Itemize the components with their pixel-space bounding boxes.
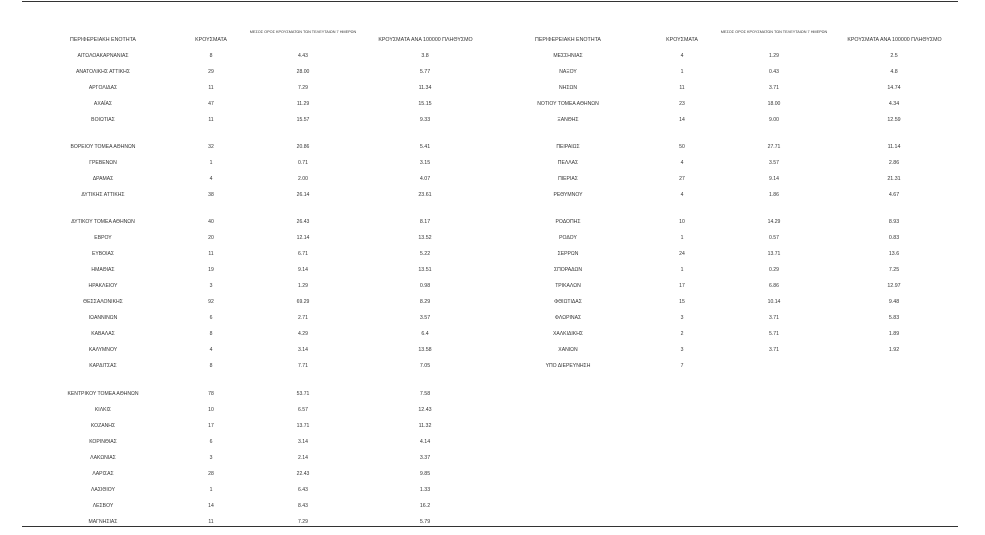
right-region-cell: ΤΡΙΚΑΛΩΝ bbox=[555, 283, 581, 289]
right-region-cell: ΦΛΩΡΙΝΑΣ bbox=[554, 315, 582, 321]
left-region-cell: ΔΥΤΙΚΗΣ ΑΤΤΙΚΗΣ bbox=[81, 192, 125, 198]
left-cases-cell: 6 bbox=[209, 315, 213, 321]
right-region-cell: ΥΠΟ ΔΙΕΡΕΥΝΗΣΗ bbox=[545, 363, 591, 369]
left-avg7-cell: 6.71 bbox=[298, 251, 308, 257]
left-per100k-cell: 23.61 bbox=[418, 192, 432, 198]
left-cases-cell: 8 bbox=[209, 53, 213, 59]
right-avg7-cell: 1.29 bbox=[769, 53, 779, 59]
left-region-cell: ΓΡΕΒΕΝΩΝ bbox=[89, 160, 117, 166]
left-avg7-cell: 1.29 bbox=[298, 283, 308, 289]
left-cases-cell: 14 bbox=[208, 503, 214, 509]
right-avg7-cell: 9.00 bbox=[769, 117, 779, 123]
right-per100k-cell: 11.14 bbox=[887, 144, 901, 150]
left-avg7-cell: 2.71 bbox=[298, 315, 308, 321]
left-avg7-cell: 26.14 bbox=[296, 192, 310, 198]
left-region-cell: ΜΑΓΝΗΣΙΑΣ bbox=[88, 519, 118, 525]
left-cases-cell: 29 bbox=[208, 69, 214, 75]
left-per100k-cell: 9.85 bbox=[419, 471, 431, 477]
left-avg7-cell: 7.29 bbox=[298, 519, 308, 525]
left-per100k-cell: 8.17 bbox=[419, 219, 431, 225]
left-per100k-cell: 16.2 bbox=[419, 503, 431, 509]
left-avg7-cell: 7.29 bbox=[298, 85, 308, 91]
right-cases-cell: 50 bbox=[679, 144, 685, 150]
left-region-cell: ΕΒΡΟΥ bbox=[94, 235, 112, 241]
right-header-cases: ΚΡΟΥΣΜΑΤΑ bbox=[666, 37, 698, 43]
right-per100k-cell: 4.8 bbox=[890, 69, 898, 75]
left-region-cell: ΗΡΑΚΛΕΙΟΥ bbox=[88, 283, 118, 289]
right-cases-cell: 1 bbox=[680, 267, 684, 273]
left-avg7-cell: 8.43 bbox=[298, 503, 308, 509]
left-cases-cell: 6 bbox=[209, 439, 213, 445]
left-cases-cell: 11 bbox=[208, 519, 214, 525]
right-cases-cell: 2 bbox=[680, 331, 684, 337]
left-cases-cell: 4 bbox=[209, 176, 213, 182]
right-region-cell: ΡΕΘΥΜΝΟΥ bbox=[553, 192, 583, 198]
left-cases-cell: 3 bbox=[209, 283, 213, 289]
right-avg7-cell: 27.71 bbox=[767, 144, 781, 150]
left-per100k-cell: 13.58 bbox=[418, 347, 432, 353]
left-cases-cell: 4 bbox=[209, 347, 213, 353]
left-per100k-cell: 7.05 bbox=[419, 363, 431, 369]
left-per100k-cell: 0.98 bbox=[419, 283, 431, 289]
left-avg7-cell: 4.29 bbox=[298, 331, 308, 337]
left-cases-cell: 3 bbox=[209, 455, 213, 461]
right-cases-cell: 1 bbox=[680, 69, 684, 75]
left-avg7-cell: 6.43 bbox=[298, 487, 308, 493]
right-per100k-cell: 1.92 bbox=[888, 347, 900, 353]
left-region-cell: ΗΜΑΘΙΑΣ bbox=[91, 267, 115, 273]
right-cases-cell: 15 bbox=[679, 299, 685, 305]
right-header-avg7: ΜΕΣΟΣ ΟΡΟΣ ΚΡΟΥΣΜΑΤΩΝ ΤΩΝ ΤΕΛΕΥΤΑΙΩΝ 7 ΗΜΕΡΩΝ bbox=[720, 30, 828, 34]
right-region-cell: ΡΟΔΟΥ bbox=[559, 235, 577, 241]
left-cases-cell: 10 bbox=[208, 407, 214, 413]
right-cases-cell: 24 bbox=[679, 251, 685, 257]
right-cases-cell: 4 bbox=[680, 192, 684, 198]
left-region-cell: ΙΩΑΝΝΙΝΩΝ bbox=[88, 315, 118, 321]
right-per100k-cell: 14.74 bbox=[887, 85, 901, 91]
left-per100k-cell: 15.15 bbox=[418, 101, 432, 107]
right-per100k-cell: 9.48 bbox=[888, 299, 900, 305]
right-cases-cell: 7 bbox=[680, 363, 684, 369]
right-per100k-cell: 21.31 bbox=[887, 176, 901, 182]
right-cases-cell: 3 bbox=[680, 315, 684, 321]
left-per100k-cell: 9.33 bbox=[419, 117, 431, 123]
left-per100k-cell: 11.34 bbox=[418, 85, 432, 91]
right-avg7-cell: 5.71 bbox=[769, 331, 779, 337]
right-region-cell: ΝΗΣΩΝ bbox=[559, 85, 577, 91]
left-per100k-cell: 4.14 bbox=[419, 439, 431, 445]
right-avg7-cell: 0.29 bbox=[769, 267, 779, 273]
left-per100k-cell: 5.41 bbox=[419, 144, 431, 150]
left-per100k-cell: 6.4 bbox=[421, 331, 429, 337]
right-per100k-cell: 4.67 bbox=[888, 192, 900, 198]
left-per100k-cell: 5.77 bbox=[419, 69, 431, 75]
right-avg7-cell: 14.29 bbox=[767, 219, 781, 225]
left-header-per100k: ΚΡΟΥΣΜΑΤΑ ΑΝΑ 100000 ΠΛΗΘΥΣΜΟ bbox=[378, 37, 473, 43]
left-avg7-cell: 13.71 bbox=[296, 423, 310, 429]
left-cases-cell: 11 bbox=[208, 117, 214, 123]
right-region-cell: ΞΑΝΘΗΣ bbox=[557, 117, 579, 123]
left-per100k-cell: 3.8 bbox=[421, 53, 429, 59]
left-avg7-cell: 69.29 bbox=[296, 299, 310, 305]
left-per100k-cell: 5.22 bbox=[419, 251, 431, 257]
left-cases-cell: 17 bbox=[208, 423, 214, 429]
left-avg7-cell: 12.14 bbox=[296, 235, 310, 241]
right-avg7-cell: 3.71 bbox=[769, 347, 779, 353]
left-header-cases: ΚΡΟΥΣΜΑΤΑ bbox=[195, 37, 227, 43]
left-cases-cell: 11 bbox=[208, 251, 214, 257]
left-cases-cell: 1 bbox=[209, 160, 213, 166]
right-avg7-cell: 10.14 bbox=[767, 299, 781, 305]
left-avg7-cell: 7.71 bbox=[298, 363, 308, 369]
left-region-cell: ΚΙΛΚΙΣ bbox=[94, 407, 112, 413]
right-per100k-cell: 1.89 bbox=[888, 331, 900, 337]
right-region-cell: ΜΕΣΣΗΝΙΑΣ bbox=[553, 53, 583, 59]
left-region-cell: ΚΟΖΑΝΗΣ bbox=[90, 423, 116, 429]
left-cases-cell: 47 bbox=[208, 101, 214, 107]
left-region-cell: ΔΡΑΜΑΣ bbox=[92, 176, 114, 182]
right-region-cell: ΠΕΙΡΑΙΩΣ bbox=[556, 144, 580, 150]
left-region-cell: ΚΕΝΤΡΙΚΟΥ ΤΟΜΕΑ ΑΘΗΝΩΝ bbox=[67, 391, 139, 397]
right-avg7-cell: 6.86 bbox=[769, 283, 779, 289]
left-per100k-cell: 3.15 bbox=[419, 160, 431, 166]
right-region-cell: ΣΕΡΡΩΝ bbox=[557, 251, 579, 257]
left-avg7-cell: 3.14 bbox=[298, 439, 308, 445]
left-region-cell: ΚΑΛΥΜΝΟΥ bbox=[88, 347, 118, 353]
left-region-cell: ΕΥΒΟΙΑΣ bbox=[91, 251, 115, 257]
right-region-cell: ΠΕΛΛΑΣ bbox=[557, 160, 579, 166]
left-avg7-cell: 26.43 bbox=[296, 219, 310, 225]
left-per100k-cell: 4.07 bbox=[419, 176, 431, 182]
right-header-region: ΠΕΡΙΦΕΡΕΙΑΚΗ ΕΝΟΤΗΤΑ bbox=[535, 37, 601, 43]
left-per100k-cell: 11.32 bbox=[418, 423, 432, 429]
left-cases-cell: 20 bbox=[208, 235, 214, 241]
right-per100k-cell: 2.5 bbox=[890, 53, 898, 59]
left-region-cell: ΒΟΡΕΙΟΥ ΤΟΜΕΑ ΑΘΗΝΩΝ bbox=[70, 144, 136, 150]
right-header-per100k: ΚΡΟΥΣΜΑΤΑ ΑΝΑ 100000 ΠΛΗΘΥΣΜΟ bbox=[847, 37, 942, 43]
left-region-cell: ΚΑΡΔΙΤΣΑΣ bbox=[89, 363, 117, 369]
right-region-cell: ΦΘΙΩΤΙΔΑΣ bbox=[554, 299, 582, 305]
right-region-cell: ΧΑΝΙΩΝ bbox=[558, 347, 578, 353]
left-cases-cell: 78 bbox=[208, 391, 214, 397]
left-cases-cell: 19 bbox=[208, 267, 214, 273]
left-per100k-cell: 7.58 bbox=[419, 391, 431, 397]
left-region-cell: ΑΧΑΪΑΣ bbox=[93, 101, 113, 107]
right-per100k-cell: 2.86 bbox=[888, 160, 900, 166]
right-cases-cell: 14 bbox=[679, 117, 685, 123]
left-cases-cell: 92 bbox=[208, 299, 214, 305]
left-header-avg7: ΜΕΣΟΣ ΟΡΟΣ ΚΡΟΥΣΜΑΤΩΝ ΤΩΝ ΤΕΛΕΥΤΑΙΩΝ 7 ΗΜΕΡΩΝ bbox=[249, 30, 357, 34]
right-avg7-cell: 9.14 bbox=[769, 176, 779, 182]
left-cases-cell: 28 bbox=[208, 471, 214, 477]
left-cases-cell: 8 bbox=[209, 331, 213, 337]
left-avg7-cell: 53.71 bbox=[296, 391, 310, 397]
left-avg7-cell: 4.43 bbox=[298, 53, 308, 59]
left-avg7-cell: 2.14 bbox=[298, 455, 308, 461]
right-region-cell: ΠΙΕΡΙΑΣ bbox=[558, 176, 578, 182]
left-avg7-cell: 9.14 bbox=[298, 267, 308, 273]
left-per100k-cell: 13.52 bbox=[418, 235, 432, 241]
right-cases-cell: 1 bbox=[680, 235, 684, 241]
right-per100k-cell: 7.25 bbox=[888, 267, 900, 273]
left-region-cell: ΛΑΣΙΘΙΟΥ bbox=[91, 487, 115, 493]
left-cases-cell: 32 bbox=[208, 144, 214, 150]
left-header-region: ΠΕΡΙΦΕΡΕΙΑΚΗ ΕΝΟΤΗΤΑ bbox=[70, 37, 136, 43]
right-cases-cell: 4 bbox=[680, 53, 684, 59]
left-avg7-cell: 0.71 bbox=[298, 160, 308, 166]
top-rule bbox=[22, 1, 958, 2]
right-region-cell: ΝΑΞΟΥ bbox=[559, 69, 577, 75]
left-per100k-cell: 5.79 bbox=[419, 519, 431, 525]
left-cases-cell: 38 bbox=[208, 192, 214, 198]
left-avg7-cell: 22.43 bbox=[296, 471, 310, 477]
right-per100k-cell: 8.93 bbox=[888, 219, 900, 225]
left-region-cell: ΛΑΚΩΝΙΑΣ bbox=[90, 455, 116, 461]
right-per100k-cell: 12.59 bbox=[887, 117, 901, 123]
right-avg7-cell: 3.71 bbox=[769, 85, 779, 91]
left-avg7-cell: 20.86 bbox=[296, 144, 310, 150]
right-region-cell: ΧΑΛΚΙΔΙΚΗΣ bbox=[552, 331, 584, 337]
left-per100k-cell: 3.57 bbox=[419, 315, 431, 321]
left-region-cell: ΚΑΒΑΛΑΣ bbox=[91, 331, 115, 337]
left-per100k-cell: 12.43 bbox=[418, 407, 432, 413]
right-per100k-cell: 12.97 bbox=[887, 283, 901, 289]
left-per100k-cell: 8.29 bbox=[419, 299, 431, 305]
right-per100k-cell: 0.83 bbox=[888, 235, 900, 241]
right-avg7-cell: 3.71 bbox=[769, 315, 779, 321]
left-region-cell: ΑΝΑΤΟΛΙΚΗΣ ΑΤΤΙΚΗΣ bbox=[75, 69, 131, 75]
bottom-rule bbox=[22, 526, 958, 527]
left-region-cell: ΛΕΣΒΟΥ bbox=[92, 503, 114, 509]
right-avg7-cell: 18.00 bbox=[767, 101, 781, 107]
right-cases-cell: 27 bbox=[679, 176, 685, 182]
left-cases-cell: 8 bbox=[209, 363, 213, 369]
right-cases-cell: 17 bbox=[679, 283, 685, 289]
right-cases-cell: 10 bbox=[679, 219, 685, 225]
right-cases-cell: 3 bbox=[680, 347, 684, 353]
left-region-cell: ΑΙΤΩΛΟΑΚΑΡΝΑΝΙΑΣ bbox=[77, 53, 129, 59]
right-cases-cell: 4 bbox=[680, 160, 684, 166]
left-cases-cell: 40 bbox=[208, 219, 214, 225]
right-avg7-cell: 0.43 bbox=[769, 69, 779, 75]
left-per100k-cell: 3.37 bbox=[419, 455, 431, 461]
left-avg7-cell: 6.57 bbox=[298, 407, 308, 413]
left-per100k-cell: 1.33 bbox=[419, 487, 431, 493]
left-cases-cell: 1 bbox=[209, 487, 213, 493]
right-avg7-cell: 1.86 bbox=[769, 192, 779, 198]
right-avg7-cell: 0.57 bbox=[769, 235, 779, 241]
right-region-cell: ΣΠΟΡΑΔΩΝ bbox=[553, 267, 583, 273]
right-cases-cell: 11 bbox=[679, 85, 685, 91]
right-per100k-cell: 5.83 bbox=[888, 315, 900, 321]
right-region-cell: ΡΟΔΟΠΗΣ bbox=[555, 219, 581, 225]
left-region-cell: ΑΡΓΟΛΙΔΑΣ bbox=[88, 85, 118, 91]
left-region-cell: ΛΑΡΙΣΑΣ bbox=[92, 471, 114, 477]
right-region-cell: ΝΟΤΙΟΥ ΤΟΜΕΑ ΑΘΗΝΩΝ bbox=[537, 101, 599, 107]
left-per100k-cell: 13.51 bbox=[418, 267, 432, 273]
right-cases-cell: 23 bbox=[679, 101, 685, 107]
right-per100k-cell: 4.34 bbox=[888, 101, 900, 107]
left-region-cell: ΒΟΙΩΤΙΑΣ bbox=[91, 117, 115, 123]
right-avg7-cell: 13.71 bbox=[767, 251, 781, 257]
left-avg7-cell: 2.00 bbox=[298, 176, 308, 182]
right-per100k-cell: 13.6 bbox=[888, 251, 900, 257]
left-avg7-cell: 28.00 bbox=[296, 69, 310, 75]
left-region-cell: ΚΟΡΙΝΘΙΑΣ bbox=[89, 439, 117, 445]
right-avg7-cell: 3.57 bbox=[769, 160, 779, 166]
left-avg7-cell: 15.57 bbox=[296, 117, 310, 123]
left-avg7-cell: 11.29 bbox=[296, 101, 310, 107]
left-region-cell: ΔΥΤΙΚΟΥ ΤΟΜΕΑ ΑΘΗΝΩΝ bbox=[71, 219, 135, 225]
left-cases-cell: 11 bbox=[208, 85, 214, 91]
left-avg7-cell: 3.14 bbox=[298, 347, 308, 353]
left-region-cell: ΘΕΣΣΑΛΟΝΙΚΗΣ bbox=[83, 299, 123, 305]
